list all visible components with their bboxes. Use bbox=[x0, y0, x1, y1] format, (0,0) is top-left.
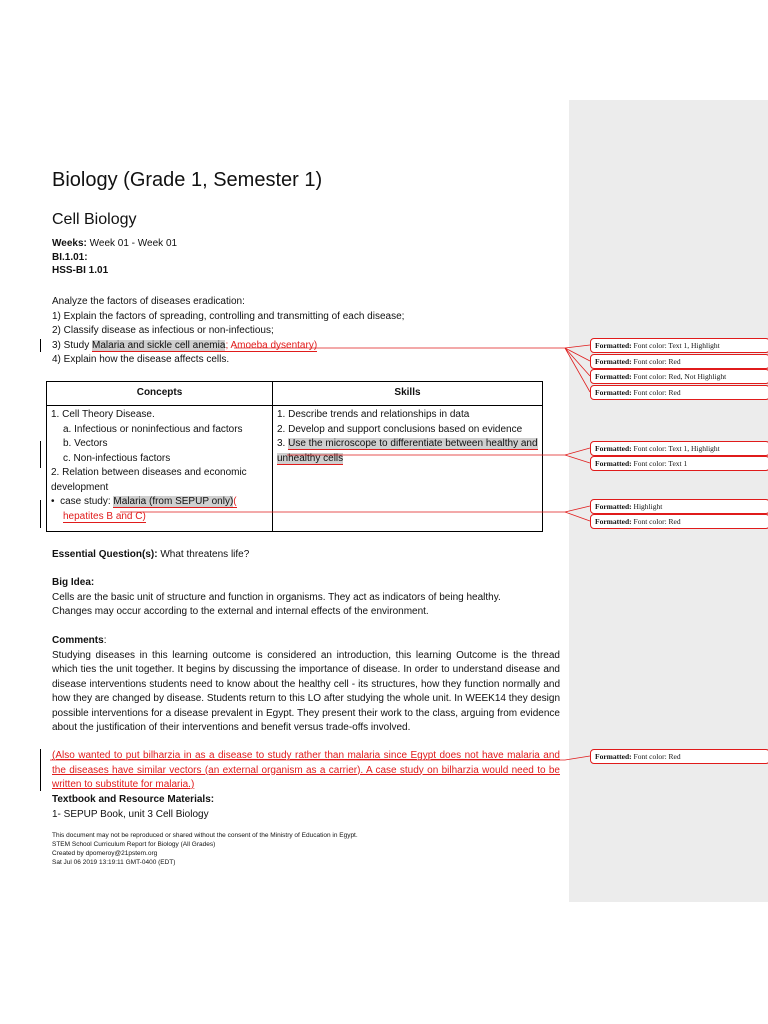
textbook-label: Textbook and Resource Materials: bbox=[52, 794, 215, 805]
skill-prefix: 3. bbox=[277, 438, 289, 449]
format-comment[interactable] bbox=[590, 354, 768, 369]
concept-subitem: a. Infectious or noninfectious and factors bbox=[63, 423, 243, 435]
code-bi: BI.1.01: bbox=[52, 251, 88, 263]
bullet-icon: • bbox=[51, 496, 61, 507]
format-label: Formatted: bbox=[595, 341, 632, 350]
format-label: Formatted: bbox=[595, 372, 632, 381]
comments-label: Comments bbox=[52, 635, 104, 646]
footer-line: Sat Jul 06 2019 13:19:11 GMT-0400 (EDT) bbox=[52, 859, 176, 866]
format-label: Formatted: bbox=[595, 752, 632, 761]
footer-line: STEM School Curriculum Report for Biology (All Grades) bbox=[52, 841, 216, 848]
format-label: Formatted: bbox=[595, 502, 632, 511]
format-comment[interactable] bbox=[590, 369, 768, 384]
objective-item: 4) Explain how the disease affects cells. bbox=[52, 354, 230, 365]
connector-line bbox=[565, 455, 590, 463]
tracked-insertion-text[interactable]: hepatites B and C) bbox=[63, 510, 146, 522]
tracked-insertion-text[interactable]: ( bbox=[233, 496, 237, 507]
connector-line bbox=[50, 756, 590, 760]
weeks-value: Week 01 - Week 01 bbox=[86, 238, 178, 249]
format-text: Font color: Text 1, Highlight bbox=[631, 341, 720, 350]
format-comment[interactable] bbox=[590, 441, 768, 456]
skill-item: 1. Describe trends and relationships in data bbox=[277, 409, 470, 420]
weeks-label: Weeks: bbox=[52, 238, 87, 249]
format-comment[interactable] bbox=[590, 338, 768, 353]
format-text: Font color: Red bbox=[631, 752, 681, 761]
essential-text: What threatens life? bbox=[157, 549, 250, 560]
tracked-highlight-text[interactable]: Use the microscope to differentiate between healthy and unhealthy cells bbox=[277, 438, 538, 464]
format-text: Font color: Text 1 bbox=[631, 459, 688, 468]
format-comment[interactable] bbox=[590, 749, 768, 764]
bullet-prefix: case study: bbox=[60, 496, 114, 507]
objective-item: 1) Explain the factors of spreading, controlling and transmitting of each disease; bbox=[52, 310, 405, 322]
textbook-item: 1- SEPUP Book, unit 3 Cell Biology bbox=[52, 808, 209, 820]
format-label: Formatted: bbox=[595, 357, 632, 366]
comments-colon: : bbox=[103, 635, 107, 646]
format-label: Formatted: bbox=[595, 444, 632, 453]
format-text: Font color: Red, Not Highlight bbox=[631, 372, 727, 381]
skill-item: 2. Develop and support conclusions based on evidence bbox=[277, 423, 523, 435]
format-comment[interactable] bbox=[590, 385, 768, 400]
document-title: Biology (Grade 1, Semester 1) bbox=[52, 169, 323, 191]
format-comment[interactable] bbox=[590, 499, 768, 514]
objectives-intro: Analyze the factors of diseases eradication: bbox=[52, 296, 245, 307]
format-label: Formatted: bbox=[595, 388, 632, 397]
objective-prefix: 3) Study bbox=[52, 339, 93, 351]
big-idea-text: Cells are the basic unit of structure and function in organisms. They act as indicators of being healthy. Changes may occur according to the external and internal effects of the environment. bbox=[52, 591, 501, 617]
document-subtitle: Cell Biology bbox=[52, 211, 137, 228]
connector-line bbox=[120, 506, 590, 512]
connector-line bbox=[287, 448, 590, 455]
concept-item: 2. Relation between diseases and economic development bbox=[51, 467, 247, 493]
tracked-highlight-text[interactable]: Malaria and sickle cell anemia bbox=[92, 339, 226, 351]
format-text: Font color: Red bbox=[631, 357, 681, 366]
comments-text: Studying diseases in this learning outcome is considered an introduction, this learning Outcome is the thread which ties the unit together. It begins by discussing the importance of disease. In order to understand disease and disease interventions students need to know about the healthy cell - its structures, how they function normally and how they are changed by disease. Students return to this LO after studying the whole unit. In WEEK14 they design possible interventions for a disease prevalent in Egypt. They present their work to the class, arguing from evidence about the justification of their interventions and benefit versus trade-offs involved. bbox=[52, 649, 560, 733]
essential-label: Essential Question(s): bbox=[52, 549, 158, 560]
format-text: Font color: Red bbox=[631, 517, 681, 526]
tracked-insertion-note[interactable]: (Also wanted to put bilharzia in as a disease to study rather than malaria since Egypt does not have malaria and the diseases have similar vectors (an external organism as a carrier). A case study on bilharzia would need to be written to substitute for malaria.) bbox=[52, 750, 560, 790]
connector-line bbox=[565, 512, 590, 521]
format-label: Formatted: bbox=[595, 517, 632, 526]
code-hss: HSS-BI 1.01 bbox=[52, 265, 109, 276]
footer-line: This document may not be reproduced or shared without the consent of the Ministry of Education in Egypt. bbox=[52, 832, 358, 839]
format-comment[interactable] bbox=[590, 456, 768, 471]
connector-line bbox=[234, 345, 590, 348]
concept-subitem: b. Vectors bbox=[63, 438, 108, 449]
format-label: Formatted: bbox=[595, 459, 632, 468]
objective-item: 2) Classify disease as infectious or non-infectious; bbox=[52, 325, 274, 336]
big-idea-label: Big Idea: bbox=[52, 577, 95, 588]
format-text: Highlight bbox=[631, 502, 663, 511]
format-text: Font color: Text 1, Highlight bbox=[631, 444, 720, 453]
footer-line: Created by dpomeroy@21pstem.org bbox=[52, 850, 158, 857]
table-header-skills: Skills bbox=[273, 382, 543, 406]
concept-subitem: c. Non-infectious factors bbox=[63, 452, 171, 464]
concept-item: 1. Cell Theory Disease. bbox=[51, 409, 155, 420]
tracked-insertion-text[interactable]: ; Amoeba dysentary) bbox=[225, 339, 318, 351]
format-comment[interactable] bbox=[590, 514, 768, 529]
tracked-highlight-text[interactable]: Malaria (from SEPUP only) bbox=[113, 496, 234, 507]
format-text: Font color: Red bbox=[631, 388, 681, 397]
table-header-concepts: Concepts bbox=[47, 382, 273, 406]
connector-line bbox=[565, 348, 590, 376]
